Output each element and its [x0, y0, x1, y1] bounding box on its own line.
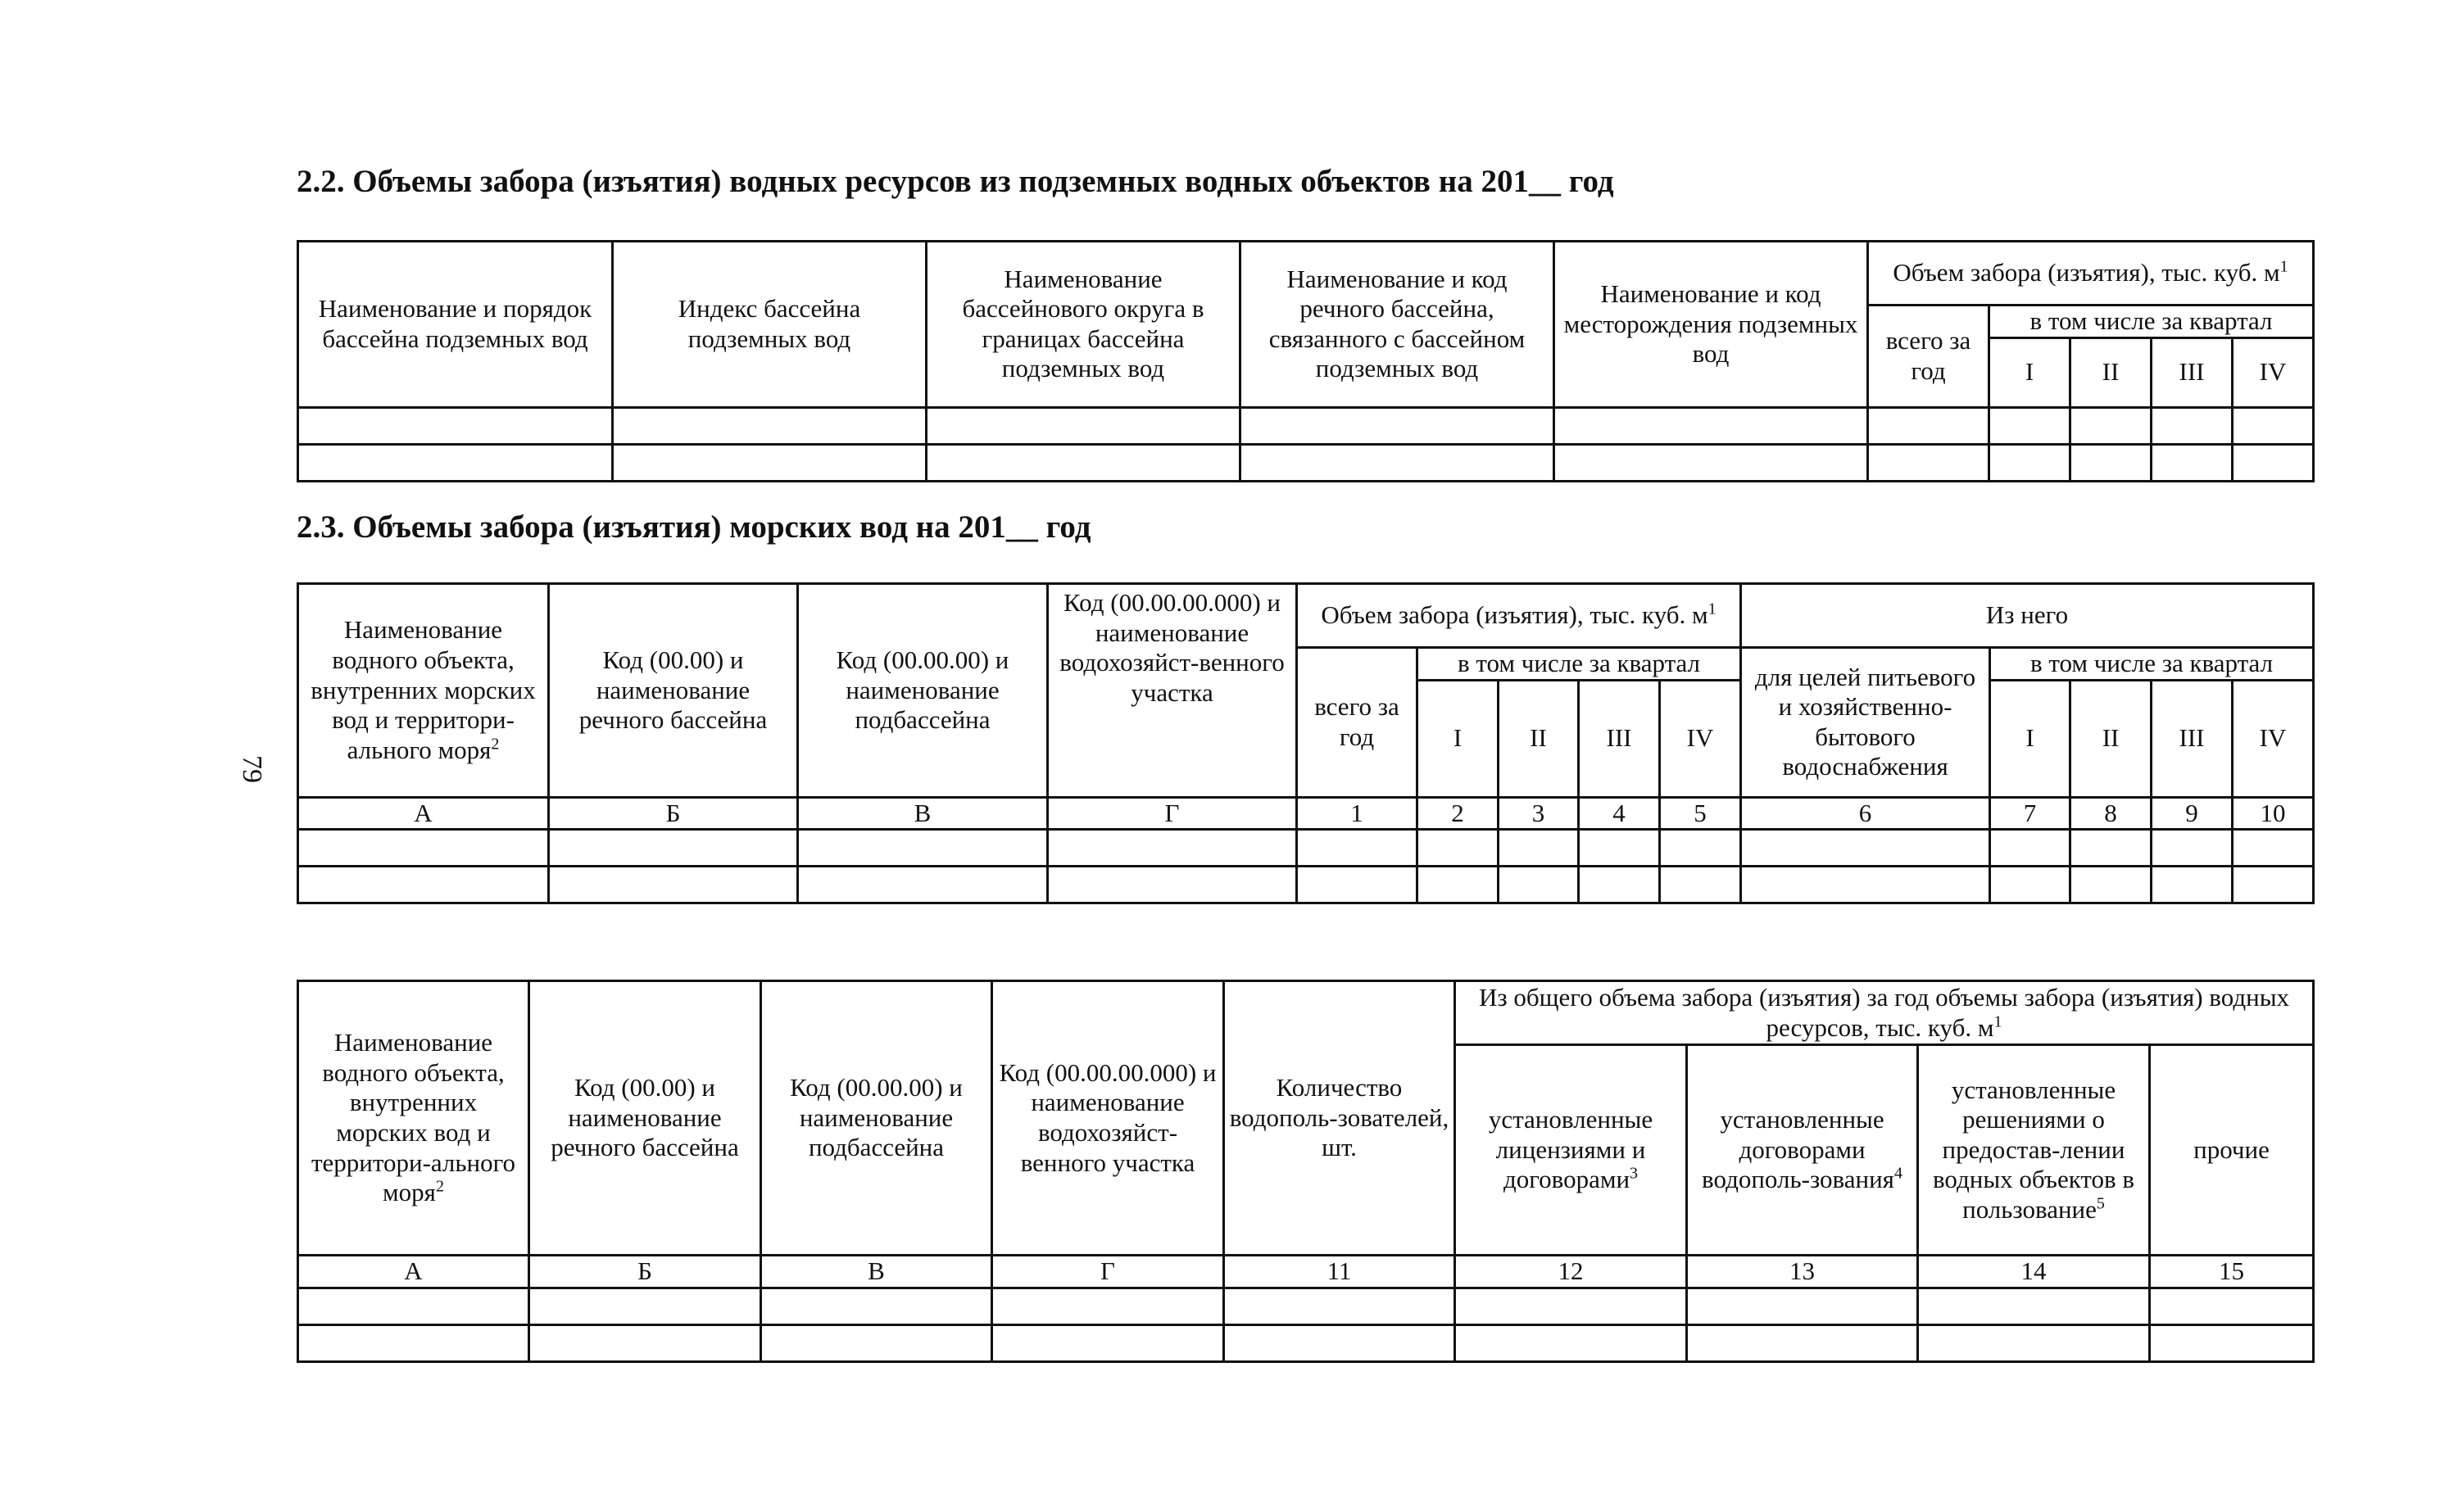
header-quarters-label: в том числе за квартал: [1417, 648, 1741, 681]
table-cell[interactable]: [1499, 830, 1579, 867]
column-index: 15: [2150, 1256, 2314, 1288]
header-quarters-label: в том числе за квартал: [1990, 648, 2314, 681]
header-river-code: Код (00.00) и наименование речного бассейна: [529, 981, 761, 1256]
table-sea-water-intake-breakdown: [297, 980, 2315, 1363]
header-quarter-4: IV: [2233, 337, 2314, 407]
table-cell[interactable]: [1224, 1288, 1455, 1324]
table-cell[interactable]: [1455, 1288, 1687, 1324]
table-cell[interactable]: [549, 867, 798, 903]
header-of-which: Из него: [1741, 584, 2314, 648]
table-cell[interactable]: [2070, 867, 2152, 903]
header-river-code: Код (00.00) и наименование речного бассейна: [549, 584, 798, 798]
table-cell[interactable]: [1990, 867, 2070, 903]
column-index: 12: [1455, 1256, 1687, 1288]
table-cell[interactable]: [529, 1288, 761, 1324]
footnote-1: 1: [2279, 257, 2288, 276]
header-quarter-2: II: [1499, 680, 1579, 797]
table-row: [298, 830, 2314, 867]
header-volume-breakdown-text: Из общего объема забора (изъятия) за год объемы забора (изъятия) водных ресурсов, тыс. куб. м: [1478, 982, 2290, 1042]
table-cell[interactable]: [1579, 830, 1660, 867]
column-index: А: [298, 797, 549, 830]
header-drinking-supply: для целей питьевого и хозяйственно-бытового водоснабжения: [1741, 648, 1990, 798]
table-cell[interactable]: [2152, 867, 2233, 903]
table-cell[interactable]: [1417, 867, 1499, 903]
header-contracts-text: установленные договорами водополь-зования: [1702, 1105, 1894, 1194]
header-volume: [1297, 584, 1741, 648]
header-volume: [1868, 242, 2314, 306]
table-cell[interactable]: [1455, 1324, 1687, 1361]
table-cell[interactable]: [2150, 1288, 2314, 1324]
header-total-year: всего за год: [1297, 648, 1417, 798]
column-index: 13: [1687, 1256, 1918, 1288]
table-cell[interactable]: [1918, 1324, 2150, 1361]
header-quarter-4: IV: [2233, 680, 2314, 797]
footnote-2: 2: [435, 1177, 444, 1196]
header-subbasin-code: Код (00.00.00) и наименование подбассейна: [761, 981, 992, 1256]
header-basin-district: Наименование бассейнового округа в границах бассейна подземных вод: [927, 242, 1240, 408]
header-area-code: Код (00.00.00.000) и наименование водохозяйст-венного участка: [992, 981, 1224, 1256]
column-index: 1: [1297, 797, 1417, 830]
header-quarter-1: I: [1989, 337, 2070, 407]
column-index: 2: [1417, 797, 1499, 830]
table-cell[interactable]: [2070, 444, 2152, 481]
column-index: 3: [1499, 797, 1579, 830]
table-cell[interactable]: [1741, 867, 1990, 903]
table-cell[interactable]: [1554, 444, 1868, 481]
header-quarter-1: I: [1417, 680, 1499, 797]
section-heading-2-2: 2.2. Объемы забора (изъятия) водных ресурсов из подземных водных объектов на 201__ год: [297, 164, 1614, 199]
header-quarter-2: II: [2070, 337, 2152, 407]
header-subbasin-code: Код (00.00.00) и наименование подбассейна: [798, 584, 1048, 798]
table-cell[interactable]: [1741, 830, 1990, 867]
footnote-4: 4: [1893, 1164, 1902, 1183]
table-cell[interactable]: [298, 867, 549, 903]
table-cell[interactable]: [298, 1288, 529, 1324]
table-cell[interactable]: [2070, 407, 2152, 444]
header-river-basin: Наименование и код речного бассейна, связанного с бассейном подземных вод: [1240, 242, 1554, 408]
table-cell[interactable]: [1297, 830, 1417, 867]
footnote-5: 5: [2096, 1194, 2105, 1213]
table-cell[interactable]: [529, 1324, 761, 1361]
table-cell[interactable]: [298, 407, 613, 444]
column-index: 7: [1990, 797, 2070, 830]
column-index-row: [298, 1256, 2314, 1288]
header-water-object-text: Наименование водного объекта, внутренних морских вод и территори-ального моря: [311, 615, 536, 764]
table-cell[interactable]: [298, 444, 613, 481]
table-cell[interactable]: [1687, 1288, 1918, 1324]
header-volume-breakdown: [1455, 981, 2314, 1045]
header-users-count: Количество водополь-зователей, шт.: [1224, 981, 1455, 1256]
header-volume-text: Объем забора (изъятия), тыс. куб. м: [1893, 258, 2280, 287]
table-cell[interactable]: [761, 1324, 992, 1361]
table-cell[interactable]: [1989, 407, 2070, 444]
table-cell[interactable]: [298, 1324, 529, 1361]
header-quarter-3: III: [2152, 337, 2233, 407]
table-cell[interactable]: [927, 407, 1240, 444]
page-number: 79: [237, 755, 267, 783]
table-cell[interactable]: [298, 830, 549, 867]
table-cell[interactable]: [2152, 830, 2233, 867]
table-cell[interactable]: [2152, 407, 2233, 444]
header-quarters-label: в том числе за квартал: [1989, 306, 2314, 338]
header-total-year: всего за год: [1868, 306, 1989, 408]
table-cell[interactable]: [1297, 867, 1417, 903]
table-cell[interactable]: [1224, 1324, 1455, 1361]
table-cell[interactable]: [1499, 867, 1579, 903]
header-contracts: [1687, 1045, 1918, 1256]
header-quarter-4: IV: [1660, 680, 1741, 797]
header-quarter-1: I: [1990, 680, 2070, 797]
table-row: [298, 1288, 2314, 1324]
header-water-object-text: Наименование водного объекта, внутренних морских вод и территори-ального моря: [311, 1028, 516, 1207]
table-cell[interactable]: [2150, 1324, 2314, 1361]
table-cell[interactable]: [1868, 444, 1989, 481]
table-cell[interactable]: [1918, 1288, 2150, 1324]
table-cell[interactable]: [1989, 444, 2070, 481]
table-cell[interactable]: [2070, 830, 2152, 867]
table-row: [298, 1324, 2314, 1361]
table-cell[interactable]: [2152, 444, 2233, 481]
table-cell[interactable]: [761, 1288, 992, 1324]
header-quarter-2: II: [2070, 680, 2152, 797]
column-index: Г: [992, 1256, 1224, 1288]
table-cell[interactable]: [1240, 407, 1554, 444]
table-row: [298, 867, 2314, 903]
footnote-1: 1: [1993, 1012, 2002, 1031]
table-cell[interactable]: [1868, 407, 1989, 444]
table-cell[interactable]: [1660, 830, 1741, 867]
header-deposit: Наименование и код месторождения подземных вод: [1554, 242, 1868, 408]
column-index: 14: [1918, 1256, 2150, 1288]
column-index: Б: [529, 1256, 761, 1288]
table-cell[interactable]: [2233, 867, 2314, 903]
table-cell[interactable]: [992, 1324, 1224, 1361]
header-basin-index: Индекс бассейна подземных вод: [613, 242, 927, 408]
header-quarter-3: III: [2152, 680, 2233, 797]
table-cell[interactable]: [798, 867, 1048, 903]
header-basin-name: Наименование и порядок бассейна подземных вод: [298, 242, 613, 408]
table-cell[interactable]: [927, 444, 1240, 481]
table-cell[interactable]: [1990, 830, 2070, 867]
header-decisions-text: установленные решениями о предостав-лении водных объектов в пользование: [1932, 1075, 2135, 1224]
column-index: В: [761, 1256, 992, 1288]
header-licenses: [1455, 1045, 1687, 1256]
table-cell[interactable]: [1417, 830, 1499, 867]
table-row: [298, 444, 2314, 481]
table-cell[interactable]: [1048, 867, 1297, 903]
table-cell[interactable]: [2233, 444, 2314, 481]
table-cell[interactable]: [1579, 867, 1660, 903]
table-cell[interactable]: [2233, 407, 2314, 444]
table-cell[interactable]: [1660, 867, 1741, 903]
column-index-row: [298, 797, 2314, 830]
table-cell[interactable]: [549, 830, 798, 867]
footnote-3: 3: [1630, 1164, 1639, 1183]
header-quarter-3: III: [1579, 680, 1660, 797]
column-index: 4: [1579, 797, 1660, 830]
column-index: 11: [1224, 1256, 1455, 1288]
header-water-object: [298, 584, 549, 798]
table-cell[interactable]: [798, 830, 1048, 867]
table-cell[interactable]: [1240, 444, 1554, 481]
section-heading-2-3: 2.3. Объемы забора (изъятия) морских вод на 201__ год: [297, 509, 1091, 545]
header-area-code: Код (00.00.00.000) и наименование водохозяйст-венного участка: [1048, 584, 1297, 798]
table-sea-water-intake: [297, 582, 2315, 904]
header-volume-text: Объем забора (изъятия), тыс. куб. м: [1321, 600, 1708, 630]
table-cell[interactable]: [613, 444, 927, 481]
table-cell[interactable]: [1687, 1324, 1918, 1361]
header-licenses-text: установленные лицензиями и договорами: [1488, 1105, 1653, 1194]
column-index: 5: [1660, 797, 1741, 830]
header-water-object: [298, 981, 529, 1256]
table-row: [298, 407, 2314, 444]
table-cell[interactable]: [1048, 830, 1297, 867]
table-underground-water-intake: [297, 240, 2315, 482]
header-other: прочие: [2150, 1045, 2314, 1256]
column-index: А: [298, 1256, 529, 1288]
column-index: Б: [549, 797, 798, 830]
column-index: 6: [1741, 797, 1990, 830]
column-index: 9: [2152, 797, 2233, 830]
column-index: Г: [1048, 797, 1297, 830]
footnote-2: 2: [491, 735, 500, 754]
column-index: 10: [2233, 797, 2314, 830]
column-index: В: [798, 797, 1048, 830]
column-index: 8: [2070, 797, 2152, 830]
table-cell[interactable]: [2233, 830, 2314, 867]
footnote-1: 1: [1707, 600, 1717, 618]
table-cell[interactable]: [1554, 407, 1868, 444]
table-cell[interactable]: [992, 1288, 1224, 1324]
header-decisions: [1918, 1045, 2150, 1256]
table-cell[interactable]: [613, 407, 927, 444]
